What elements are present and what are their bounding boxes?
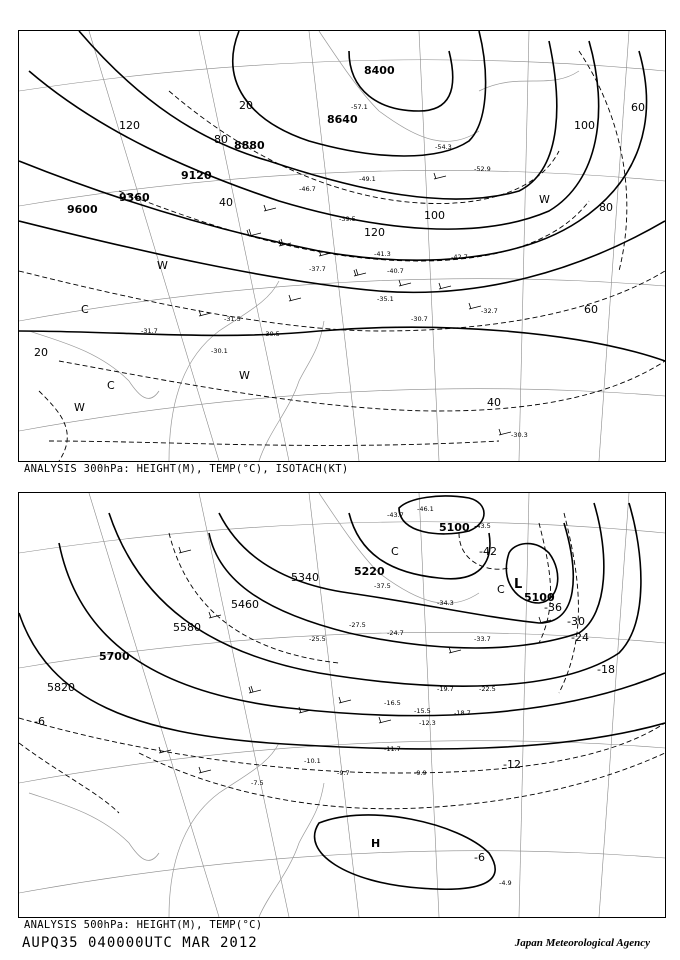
temp-readout: -43.7 <box>387 511 404 519</box>
temp-contours <box>19 513 665 813</box>
pressure-symbol: H <box>371 837 381 850</box>
height-label: 5700 <box>99 650 130 663</box>
temp-readout: -24.7 <box>387 629 404 637</box>
temp-contour-label: -24 <box>571 631 589 644</box>
temp-readout: -15.5 <box>414 707 431 715</box>
height-label: 8400 <box>364 64 395 77</box>
height-label: 5460 <box>231 598 259 611</box>
temp-contour-label: -6 <box>474 851 485 864</box>
temp-contour-label: -12 <box>503 758 521 771</box>
pressure-symbol: W <box>157 259 168 272</box>
isotach-label: 40 <box>219 196 233 209</box>
product-code: AUPQ35 040000UTC MAR 2012 <box>22 935 258 951</box>
isotach-label: 20 <box>239 99 253 112</box>
height-label: 9360 <box>119 191 150 204</box>
temp-contour-label: -6 <box>34 715 45 728</box>
temp-readout: -49.1 <box>359 175 376 183</box>
pressure-symbol: C <box>81 303 89 316</box>
height-contours <box>19 31 665 361</box>
temp-readout: -9.7 <box>337 769 350 777</box>
temp-readout: -43.5 <box>474 522 491 530</box>
temp-readout: -31.7 <box>141 327 158 335</box>
temp-contour-label: -42 <box>479 545 497 558</box>
temp-readout: -12.3 <box>419 719 436 727</box>
isotach-label: 60 <box>584 303 598 316</box>
pressure-symbol: C <box>497 583 505 596</box>
temp-readout: -25.5 <box>309 635 326 643</box>
map-500hpa <box>18 492 666 918</box>
bottom-map-caption: ANALYSIS 500hPa: HEIGHT(M), TEMP(°C) <box>24 919 263 931</box>
temp-readout: -37.5 <box>374 582 391 590</box>
pressure-symbol: L <box>514 577 523 592</box>
temp-contour-label: -18 <box>597 663 615 676</box>
temp-readout: -30.3 <box>511 431 528 439</box>
temp-readout: -57.1 <box>351 103 368 111</box>
temp-readout: -52.9 <box>474 165 491 173</box>
temp-readout: -35.1 <box>377 295 394 303</box>
pressure-symbol: C <box>107 379 115 392</box>
graticule <box>19 31 665 461</box>
wind-barbs <box>199 173 511 435</box>
temp-readout: -30.5 <box>263 330 280 338</box>
agency-name: Japan Meteorological Agency <box>514 937 650 949</box>
temp-readout: -9.9 <box>414 769 427 777</box>
temp-contour-label: -36 <box>544 601 562 614</box>
isotach-label: 120 <box>364 226 385 239</box>
height-label: 8880 <box>234 139 265 152</box>
pressure-symbol: W <box>539 193 550 206</box>
temp-readout: -39.5 <box>339 215 356 223</box>
temp-readout: -10.1 <box>304 757 321 765</box>
map-500hpa-canvas <box>19 493 665 917</box>
isotach-label: 60 <box>631 101 645 114</box>
map-300hpa <box>18 30 666 462</box>
temp-readout: -32.7 <box>481 307 498 315</box>
isotach-label: 80 <box>214 133 228 146</box>
height-label: 8640 <box>327 113 358 126</box>
temp-readout: -40.7 <box>387 267 404 275</box>
height-label: 5820 <box>47 681 75 694</box>
pressure-symbol: C <box>391 545 399 558</box>
map-300hpa-canvas <box>19 31 665 461</box>
temp-readout: -46.1 <box>417 505 434 513</box>
temp-readout: -42.7 <box>451 253 468 261</box>
pressure-symbol: W <box>74 401 85 414</box>
temp-contour-label: -30 <box>567 615 585 628</box>
height-label: 5340 <box>291 571 319 584</box>
isotach-label: 100 <box>574 119 595 132</box>
temp-readout: -37.7 <box>309 265 326 273</box>
temp-readout-group <box>251 505 512 887</box>
temp-readout: -54.3 <box>435 143 452 151</box>
temp-readout: -19.7 <box>437 685 454 693</box>
isotach-label: 120 <box>119 119 140 132</box>
temp-readout: -18.7 <box>454 709 471 717</box>
top-map-caption: ANALYSIS 300hPa: HEIGHT(M), TEMP(°C), ISOTACH(KT) <box>24 463 349 475</box>
temp-readout: -27.5 <box>349 621 366 629</box>
height-label: 5220 <box>354 565 385 578</box>
isotach-label: 100 <box>424 209 445 222</box>
temp-readout: -46.7 <box>299 185 316 193</box>
height-label: 9600 <box>67 203 98 216</box>
isotach-label: 80 <box>599 201 613 214</box>
temp-readout: -41.3 <box>374 250 391 258</box>
temp-readout: -34.3 <box>437 599 454 607</box>
temp-readout: -7.5 <box>251 779 264 787</box>
graticule <box>19 493 665 917</box>
isotach-label: 40 <box>487 396 501 409</box>
isotach-label: 20 <box>34 346 48 359</box>
height-label: 5100 <box>524 591 555 604</box>
pressure-symbol-group <box>74 193 550 414</box>
pressure-symbol: W <box>239 369 250 382</box>
temp-readout: -11.7 <box>384 745 401 753</box>
temp-readout: -4.9 <box>499 879 512 887</box>
height-label: 5100 <box>439 521 470 534</box>
height-label: 5580 <box>173 621 201 634</box>
temp-readout: -33.7 <box>474 635 491 643</box>
temp-readout: -30.1 <box>211 347 228 355</box>
height-label-group <box>67 64 395 216</box>
height-label: 9120 <box>181 169 212 182</box>
temp-readout: -31.5 <box>224 315 241 323</box>
temp-readout: -30.7 <box>411 315 428 323</box>
temp-readout: -16.5 <box>384 699 401 707</box>
pressure-symbol-group <box>371 545 522 850</box>
height-contours <box>19 496 665 889</box>
temp-readout: -22.5 <box>479 685 496 693</box>
height-label-group-regular <box>47 571 319 694</box>
